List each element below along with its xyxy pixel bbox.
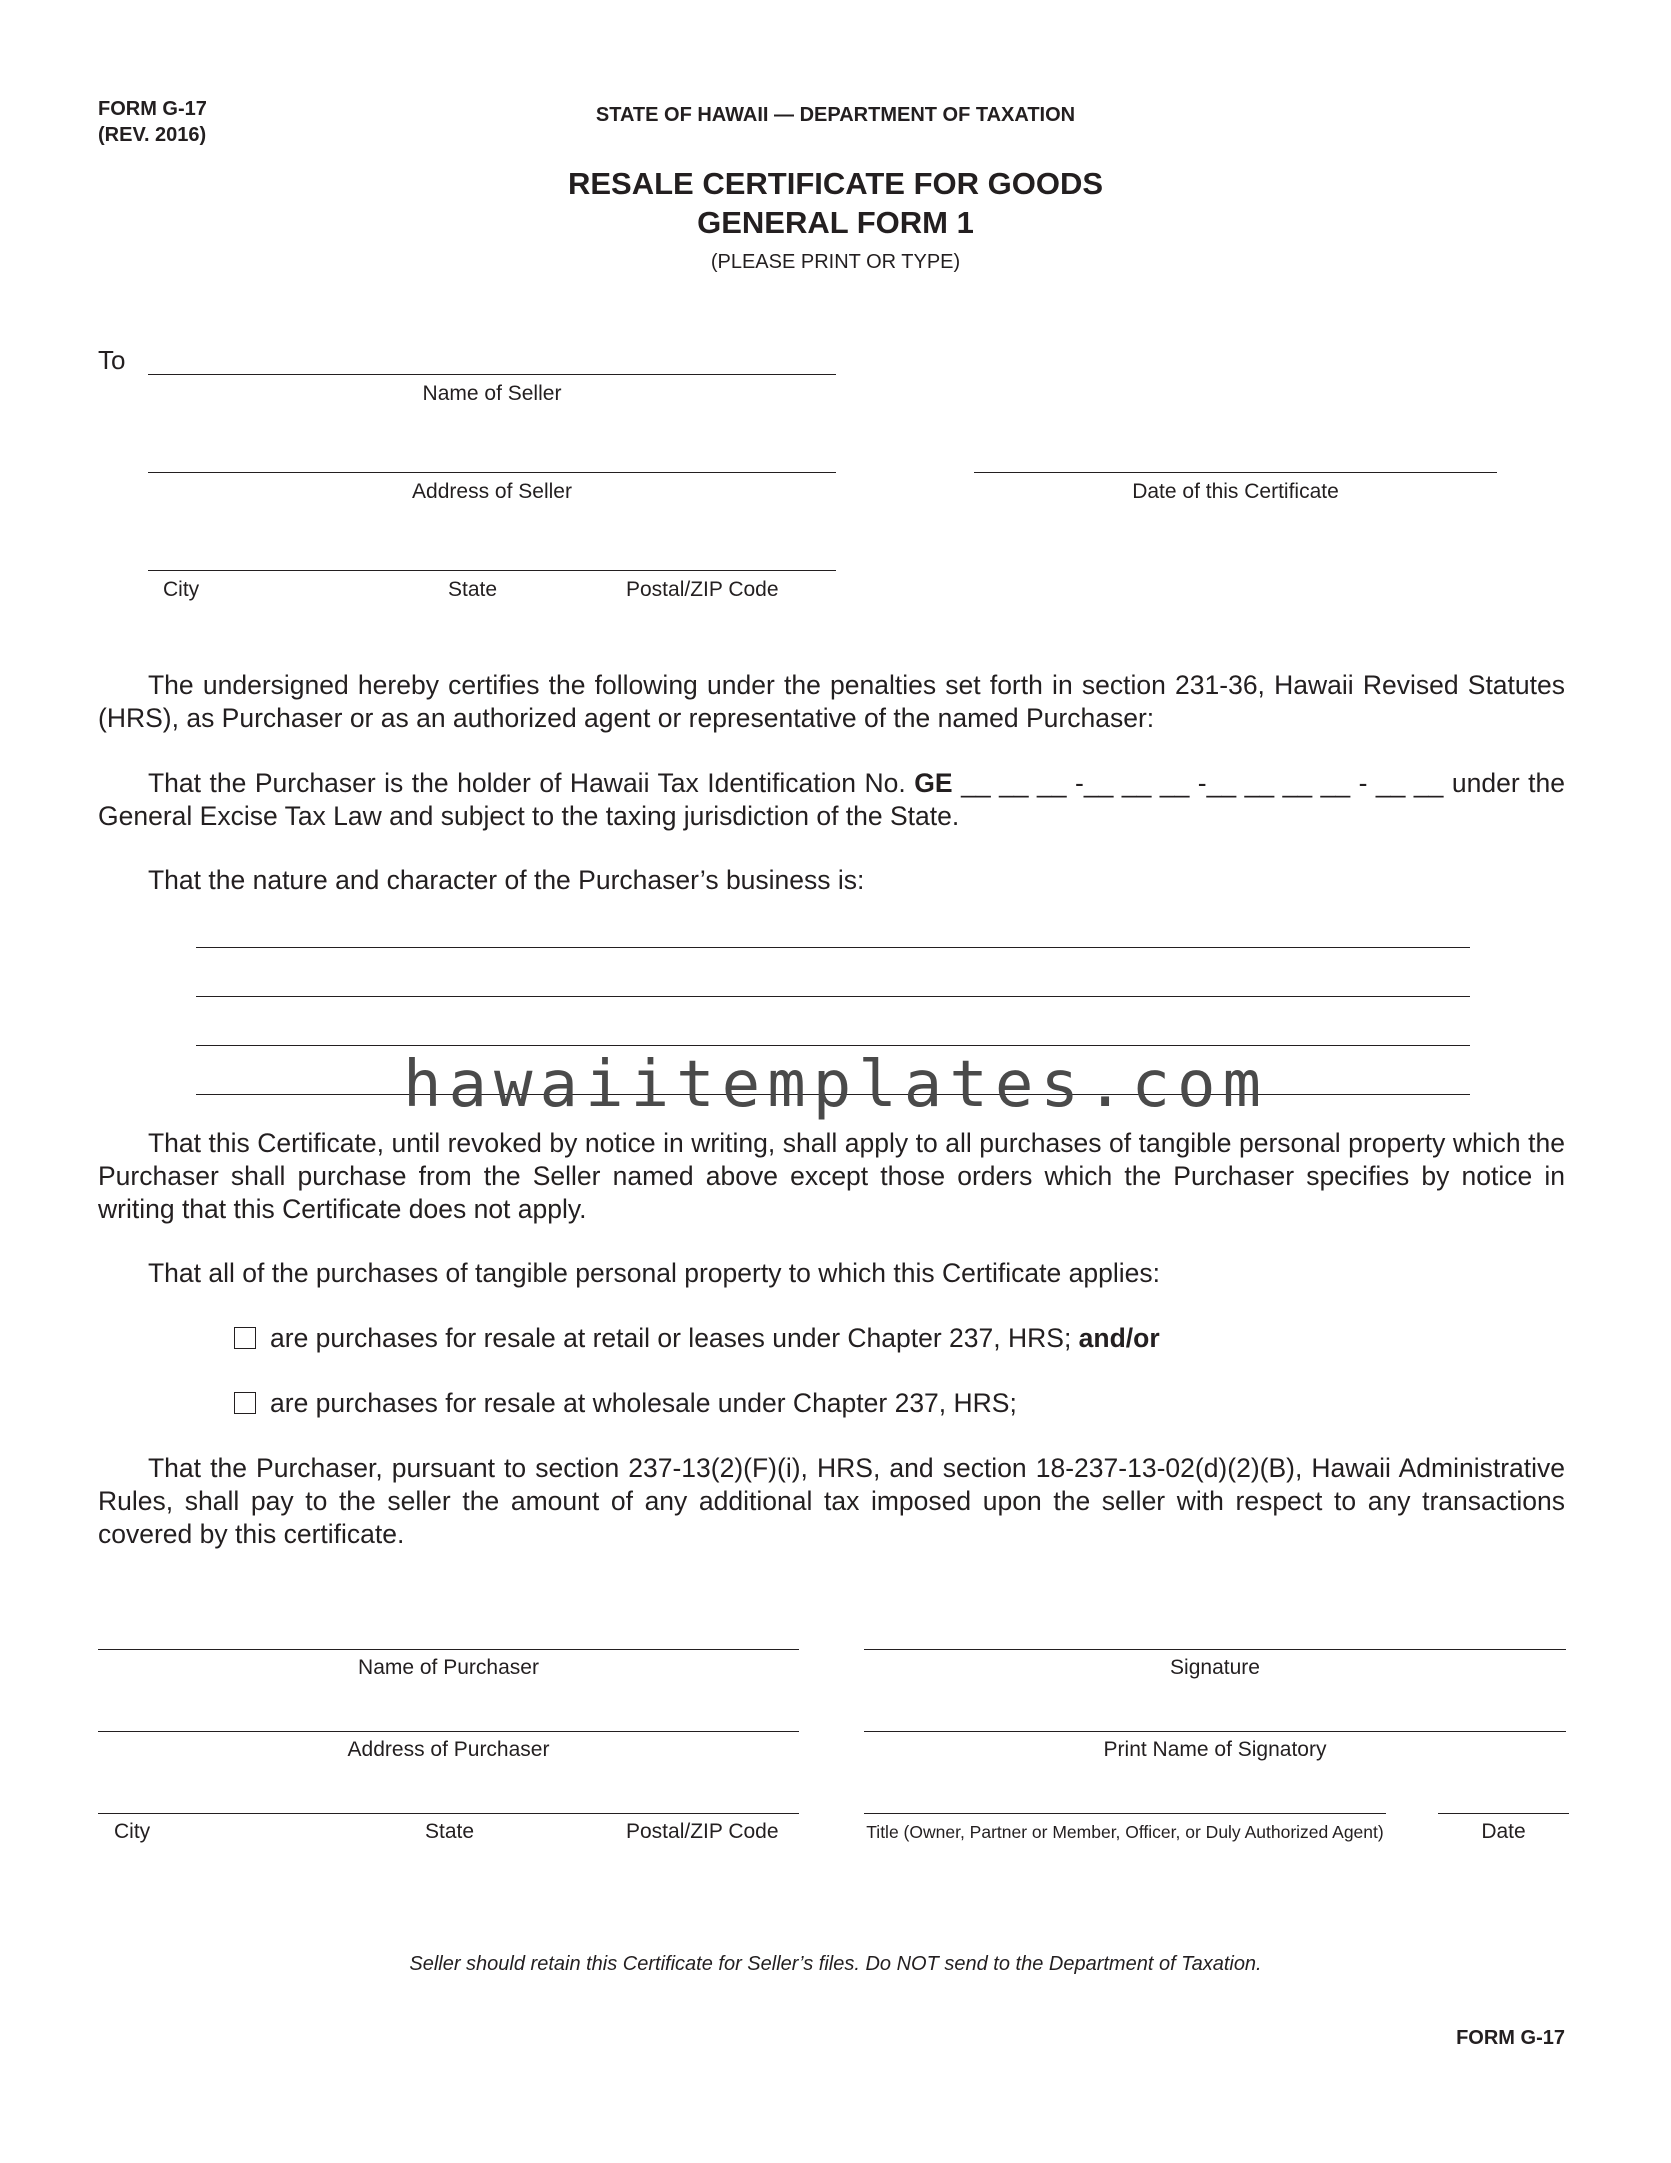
certificate-date-field[interactable]	[974, 472, 1497, 473]
form-id: FORM G-17	[98, 98, 207, 120]
business-line-1[interactable]	[196, 947, 1470, 948]
purchaser-address-caption: Address of Purchaser	[347, 1738, 550, 1761]
certification-paragraph: The undersigned hereby certifies the following under the penalties set forth in section 231-36, Hawaii Revised Statutes (HRS), as Purchaser or as an authorized agent or representative of the named Purchaser:	[98, 670, 1565, 733]
seller-name-field[interactable]	[148, 374, 836, 375]
business-line-3[interactable]	[196, 1045, 1470, 1046]
purchaser-city-state-zip-field[interactable]	[98, 1813, 799, 1814]
watermark: hawaiitemplates.com	[402, 1048, 1269, 1122]
seller-city-caption: City	[163, 578, 200, 601]
tax-id-paragraph	[98, 767, 1565, 833]
seller-address-field[interactable]	[148, 472, 836, 473]
scope-paragraph: That this Certificate, until revoked by notice in writing, shall apply to all purchases of tangible personal property which the Purchaser shall purchase from the Seller named above except those orders which the Purchaser specifies by notice in writing that this Certificate does not apply.	[98, 1128, 1565, 1224]
seller-zip-caption: Postal/ZIP Code	[626, 578, 779, 601]
retention-note: Seller should retain this Certificate for Seller’s files. Do NOT send to the Department of Taxation.	[409, 1953, 1262, 1975]
purchaser-address-field[interactable]	[98, 1731, 799, 1732]
purchaser-city-caption: City	[114, 1820, 151, 1843]
applies-paragraph: That all of the purchases of tangible personal property to which this Certificate applies:	[148, 1258, 1160, 1288]
form-title-line1: RESALE CERTIFICATE FOR GOODS	[567, 166, 1104, 201]
signature-field[interactable]	[864, 1649, 1566, 1650]
seller-name-caption: Name of Seller	[422, 382, 562, 405]
to-label: To	[98, 345, 126, 375]
agency-name: STATE OF HAWAII — DEPARTMENT OF TAXATION	[595, 104, 1076, 126]
signatory-title-caption: Title (Owner, Partner or Member, Officer, or Duly Authorized Agent)	[866, 1822, 1384, 1842]
tax-id-blanks[interactable]: __ __ __ -__ __ __ -__ __ __ __ - __ __	[952, 768, 1452, 798]
seller-city-state-zip-field[interactable]	[148, 570, 836, 571]
signature-caption: Signature	[1170, 1656, 1260, 1679]
business-nature-paragraph: That the nature and character of the Purchaser’s business is:	[148, 865, 865, 895]
purchaser-state-caption: State	[425, 1820, 475, 1843]
option-retail-text: are purchases for resale at retail or leases under Chapter 237, HRS;	[270, 1323, 1079, 1353]
certificate-date-caption: Date of this Certificate	[1132, 480, 1339, 503]
print-name-caption: Print Name of Signatory	[1103, 1738, 1327, 1761]
signatory-title-field[interactable]	[864, 1813, 1386, 1814]
retail-checkbox[interactable]	[234, 1327, 256, 1349]
purchaser-name-caption: Name of Purchaser	[358, 1656, 539, 1679]
option-wholesale-row[interactable]	[234, 1387, 1017, 1420]
footer-form-id: FORM G-17	[1456, 2027, 1565, 2049]
option-wholesale-text: are purchases for resale at wholesale under Chapter 237, HRS;	[270, 1388, 1017, 1418]
additional-tax-paragraph: That the Purchaser, pursuant to section 237-13(2)(F)(i), HRS, and section 18-237-13-02(d)(2)(B), Hawaii Administrative Rules, shall pay to the seller the amount of any additional tax imposed upon the seller with respect to any transactions covered by this certificate.	[98, 1453, 1565, 1549]
option-retail-andor: and/or	[1078, 1323, 1160, 1353]
business-line-2[interactable]	[196, 996, 1470, 997]
signature-date-field[interactable]	[1438, 1813, 1569, 1814]
tax-id-text-after: under the General Excise Tax Law and subject to the taxing jurisdiction of the State.	[98, 768, 1565, 831]
form-revision: (REV. 2016)	[98, 124, 207, 146]
seller-state-caption: State	[448, 578, 498, 601]
form-title	[0, 164, 1671, 242]
seller-address-caption: Address of Seller	[412, 480, 572, 503]
ge-prefix: GE	[914, 768, 953, 798]
purchaser-name-field[interactable]	[98, 1649, 799, 1650]
print-instruction: (PLEASE PRINT OR TYPE)	[710, 251, 961, 273]
form-title-line2: GENERAL FORM 1	[697, 205, 974, 240]
print-name-field[interactable]	[864, 1731, 1566, 1732]
tax-id-text-before: That the Purchaser is the holder of Hawaii Tax Identification No.	[148, 768, 915, 798]
option-retail-row[interactable]	[234, 1322, 1160, 1355]
signature-date-caption: Date	[1481, 1820, 1526, 1843]
wholesale-checkbox[interactable]	[234, 1392, 256, 1414]
purchaser-zip-caption: Postal/ZIP Code	[626, 1820, 779, 1843]
